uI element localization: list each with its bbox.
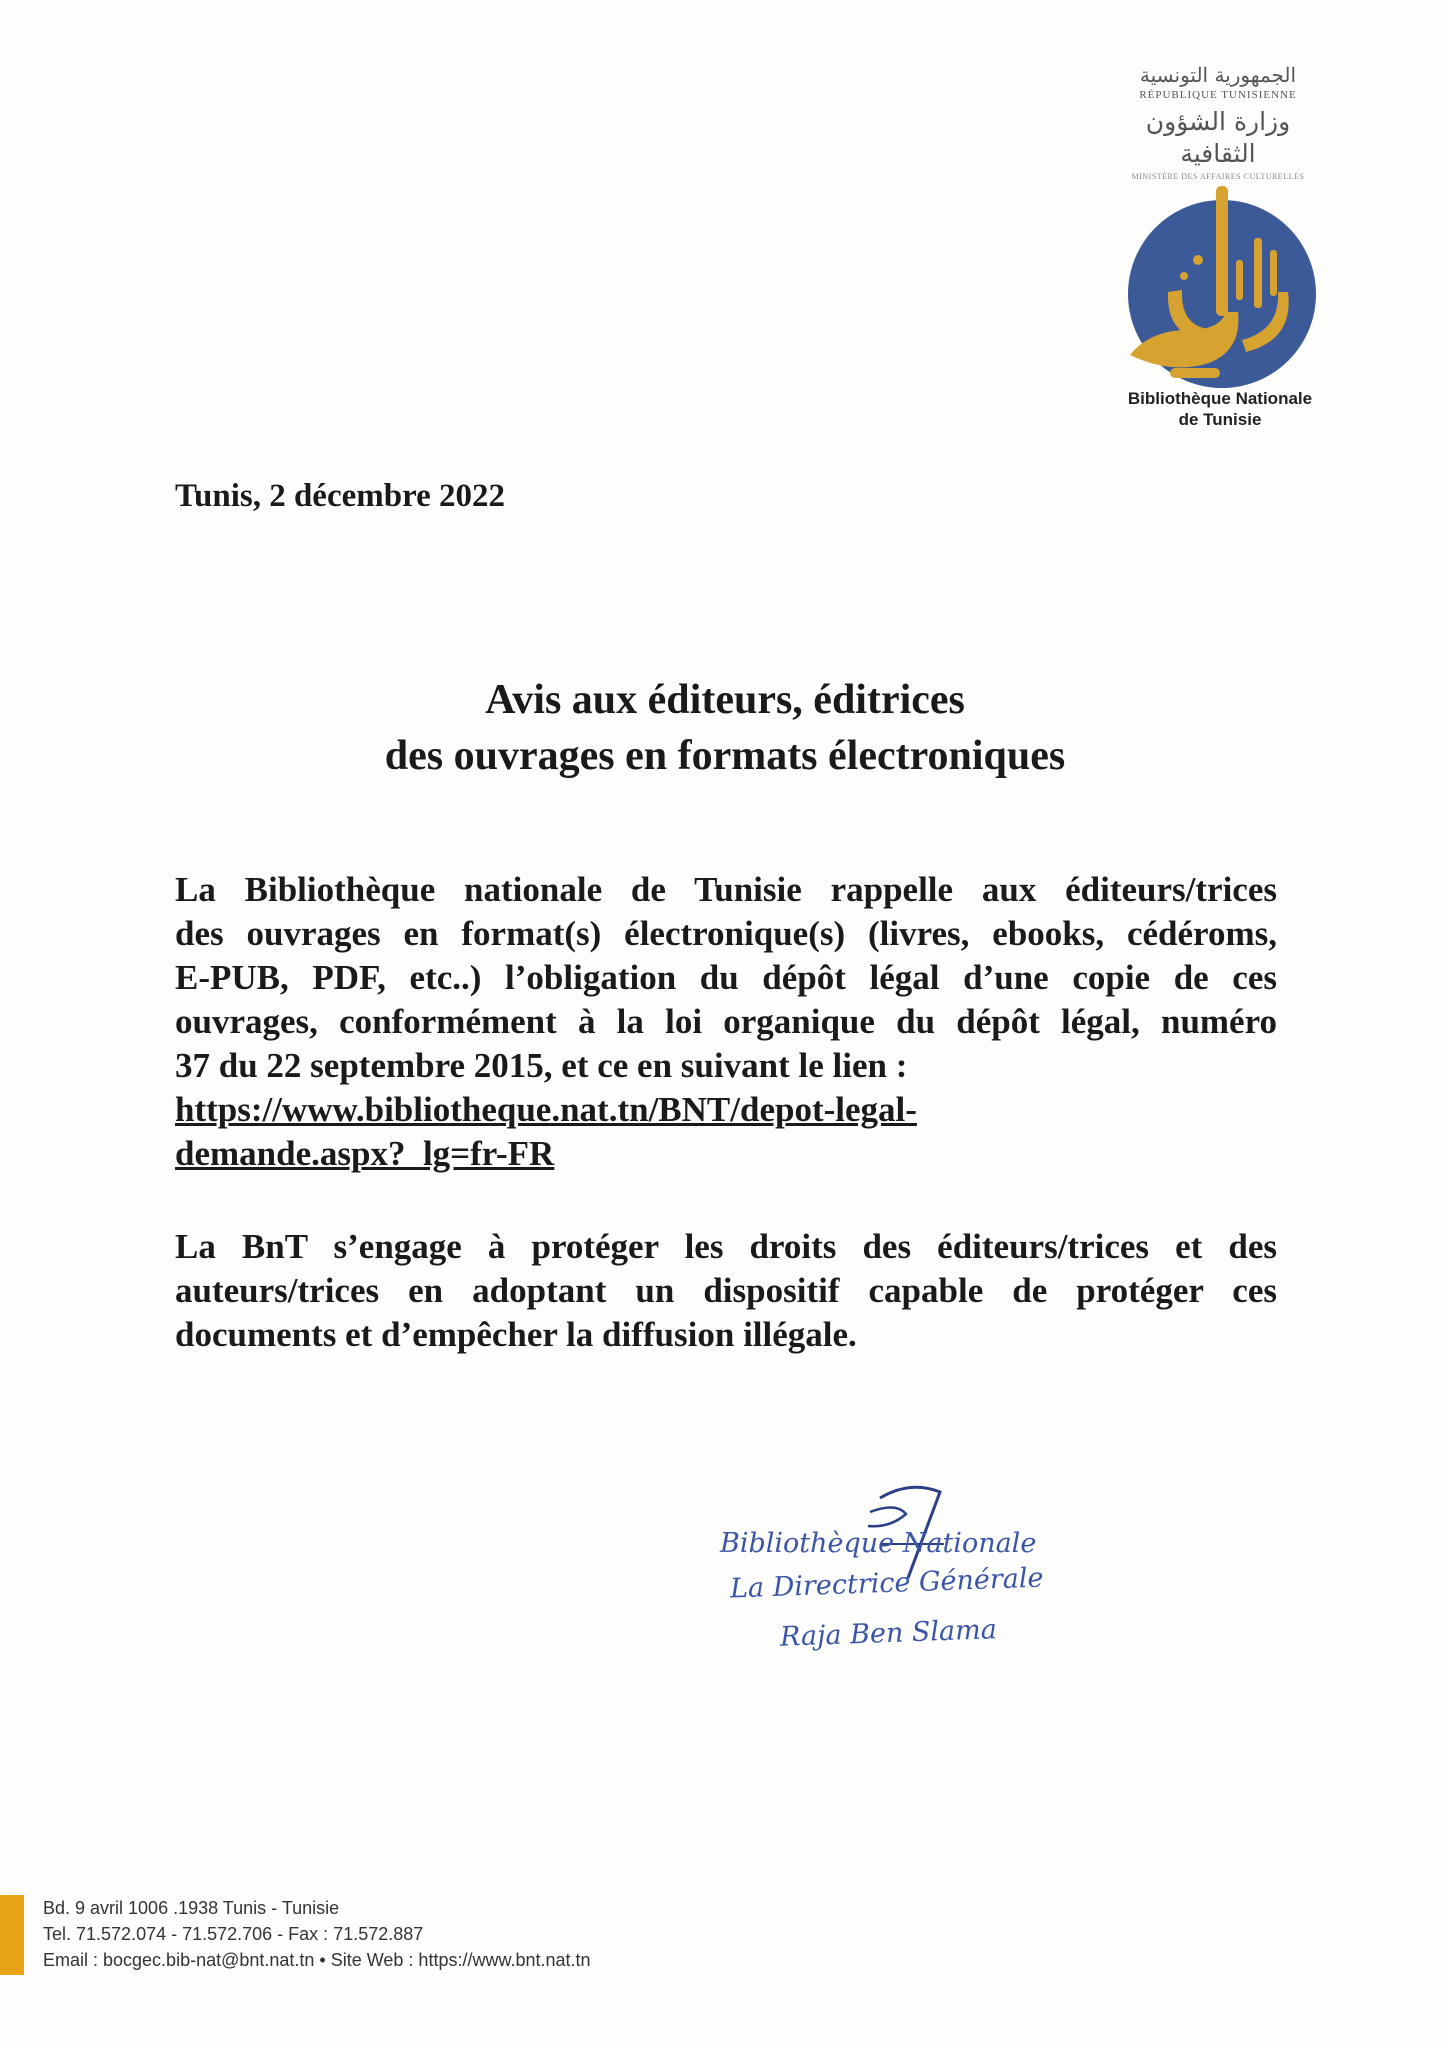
title-line1: Avis aux éditeurs, éditrices — [485, 677, 965, 723]
arabic-ministry-text: وزارة الشؤون الثقافية — [1145, 107, 1291, 168]
title-line2: des ouvrages en formats électroniques — [384, 733, 1066, 779]
signature-stamp — [710, 1468, 1090, 1668]
paragraph1-line1: La Bibliothèque nationale de Tunisie rappelle aux éditeurs/trices — [175, 870, 1277, 909]
logo-caption — [1100, 388, 1340, 430]
signature-line2: La Directrice Générale — [729, 1562, 1044, 1605]
paragraph1-line2: des ouvrages en format(s) électronique(s) (livres, ebooks, cédéroms, — [175, 914, 1277, 953]
signature-line3: Raja Ben Slama — [779, 1614, 998, 1653]
footer-contact[interactable]: Email : bocgec.bib-nat@bnt.nat.tn • Site Web : https://www.bnt.nat.tn — [43, 1950, 591, 1970]
header-block — [1108, 62, 1328, 184]
logo-caption-line2: de Tunisie — [1178, 410, 1262, 429]
republic-text: RÉPUBLIQUE TUNISIENNE — [1139, 89, 1297, 101]
notice-title — [175, 672, 1275, 784]
logo-caption-line1: Bibliothèque Nationale — [1127, 389, 1313, 408]
signature-line1: Bibliothèque Nationale — [720, 1528, 1037, 1559]
paragraph1-line3: E-PUB, PDF, etc..) l’obligation du dépôt légal d’une copie de ces — [175, 958, 1277, 997]
ministry-text: MINISTÈRE DES AFFAIRES CULTURELLES — [1131, 172, 1305, 181]
deposit-link-line1[interactable]: https://www.bibliotheque.nat.tn/BNT/depot-legal- — [175, 1090, 917, 1129]
paragraph1-line5: 37 du 22 septembre 2015, et ce en suivant le lien : — [175, 1046, 908, 1085]
bnt-logo-icon — [1110, 180, 1330, 400]
footer — [0, 1895, 1448, 1985]
paragraph1-line4: ouvrages, conformément à la loi organique du dépôt légal, numéro — [175, 1002, 1277, 1041]
arabic-republic-text: الجمهورية التونسية — [1139, 63, 1297, 87]
paragraph-legal-deposit — [175, 868, 1277, 1176]
paragraph2-line2: auteurs/trices en adoptant un dispositif capable de protéger ces — [175, 1271, 1277, 1310]
footer-text — [43, 1895, 591, 1973]
footer-phone: Tel. 71.572.074 - 71.572.706 - Fax : 71.572.887 — [43, 1924, 424, 1944]
deposit-link-line2[interactable]: demande.aspx?_lg=fr-FR — [175, 1134, 555, 1173]
paragraph-rights-protection — [175, 1225, 1277, 1357]
footer-address: Bd. 9 avril 1006 .1938 Tunis - Tunisie — [43, 1898, 340, 1918]
paragraph2-line1: La BnT s’engage à protéger les droits des éditeurs/trices et des — [175, 1227, 1277, 1266]
document-date: Tunis, 2 décembre 2022 — [175, 478, 506, 514]
footer-accent-bar — [0, 1895, 24, 1975]
paragraph2-line3: documents et d’empêcher la diffusion illégale. — [175, 1315, 857, 1354]
